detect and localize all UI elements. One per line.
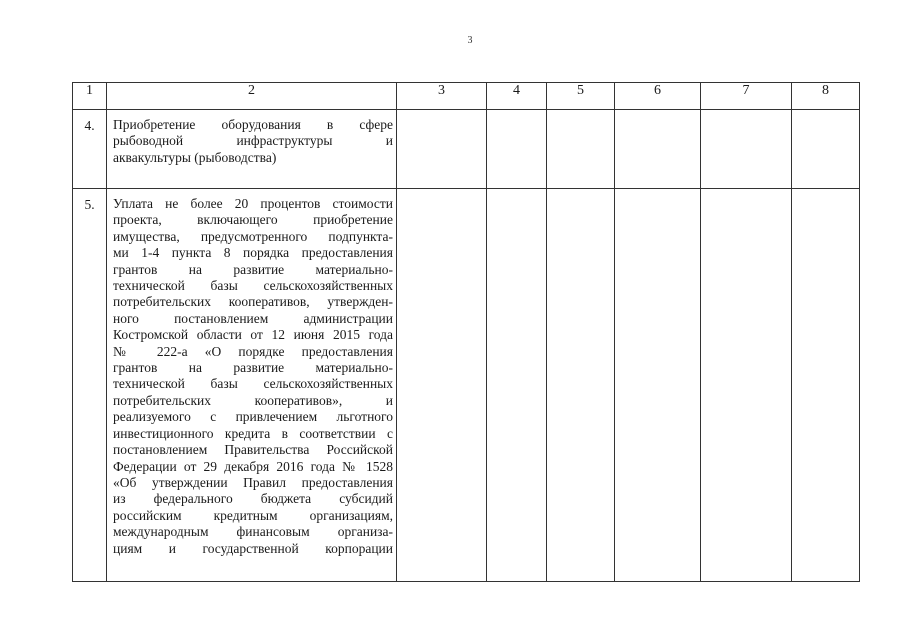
empty-cell [397, 110, 487, 189]
text-line: проекта, включающего приобретение [113, 212, 393, 228]
empty-cell [701, 189, 792, 582]
text-line: Костромской области от 12 июня 2015 года [113, 327, 393, 343]
text-line: международным финансовым организа- [113, 524, 393, 540]
column-header: 7 [701, 83, 792, 110]
empty-cell [792, 110, 860, 189]
column-header: 8 [792, 83, 860, 110]
text-line: из федерального бюджета субсидий [113, 491, 393, 507]
text-line: технической базы сельскохозяйственных [113, 376, 393, 392]
text-line: реализуемого с привлечением льготного [113, 409, 393, 425]
column-header: 2 [107, 83, 397, 110]
empty-cell [487, 110, 547, 189]
row-number: 4. [73, 110, 107, 189]
text-line: постановлением Правительства Российской [113, 442, 393, 458]
empty-cell [397, 189, 487, 582]
text-line: российским кредитным организациям, [113, 507, 393, 523]
header-row [73, 83, 860, 110]
text-line: потребительских кооперативов, утвержден- [113, 294, 393, 310]
text-line: рыбоводной инфраструктуры и [113, 133, 393, 149]
text-line: инвестиционного кредита в соответствии с [113, 425, 393, 441]
table-row [73, 110, 860, 189]
text-line: Приобретение оборудования в сфере [113, 117, 393, 132]
column-header: 5 [547, 83, 615, 110]
empty-cell [701, 110, 792, 189]
table-row [73, 189, 860, 582]
text-line: Уплата не более 20 процентов стоимости [113, 196, 393, 211]
text-line: имущества, предусмотренного подпункта- [113, 228, 393, 244]
empty-cell [615, 189, 701, 582]
text-line: ного постановлением администрации [113, 310, 393, 326]
row-description [107, 189, 397, 582]
data-table [72, 82, 860, 582]
empty-cell [792, 189, 860, 582]
empty-cell [615, 110, 701, 189]
text-line: технической базы сельскохозяйственных [113, 278, 393, 294]
row-number: 5. [73, 189, 107, 582]
text-line: циям и государственной корпорации [113, 540, 393, 556]
text-line: грантов на развитие материально- [113, 261, 393, 277]
empty-cell [547, 189, 615, 582]
row-description [107, 110, 397, 189]
text-line: потребительских кооперативов», и [113, 392, 393, 408]
page-number: 3 [467, 35, 473, 46]
empty-cell [487, 189, 547, 582]
column-header: 6 [615, 83, 701, 110]
text-line: «Об утверждении Правил предоставления [113, 474, 393, 490]
text-line: грантов на развитие материально- [113, 360, 393, 376]
column-header: 3 [397, 83, 487, 110]
column-header: 4 [487, 83, 547, 110]
text-line: № 222-а «О порядке предоставления [113, 343, 393, 359]
text-line: Федерации от 29 декабря 2016 года № 1528 [113, 458, 393, 474]
text-line: аквакультуры (рыбоводства) [113, 149, 277, 165]
column-header: 1 [73, 83, 107, 110]
text-line: ми 1-4 пункта 8 порядка предоставления [113, 245, 393, 261]
empty-cell [547, 110, 615, 189]
